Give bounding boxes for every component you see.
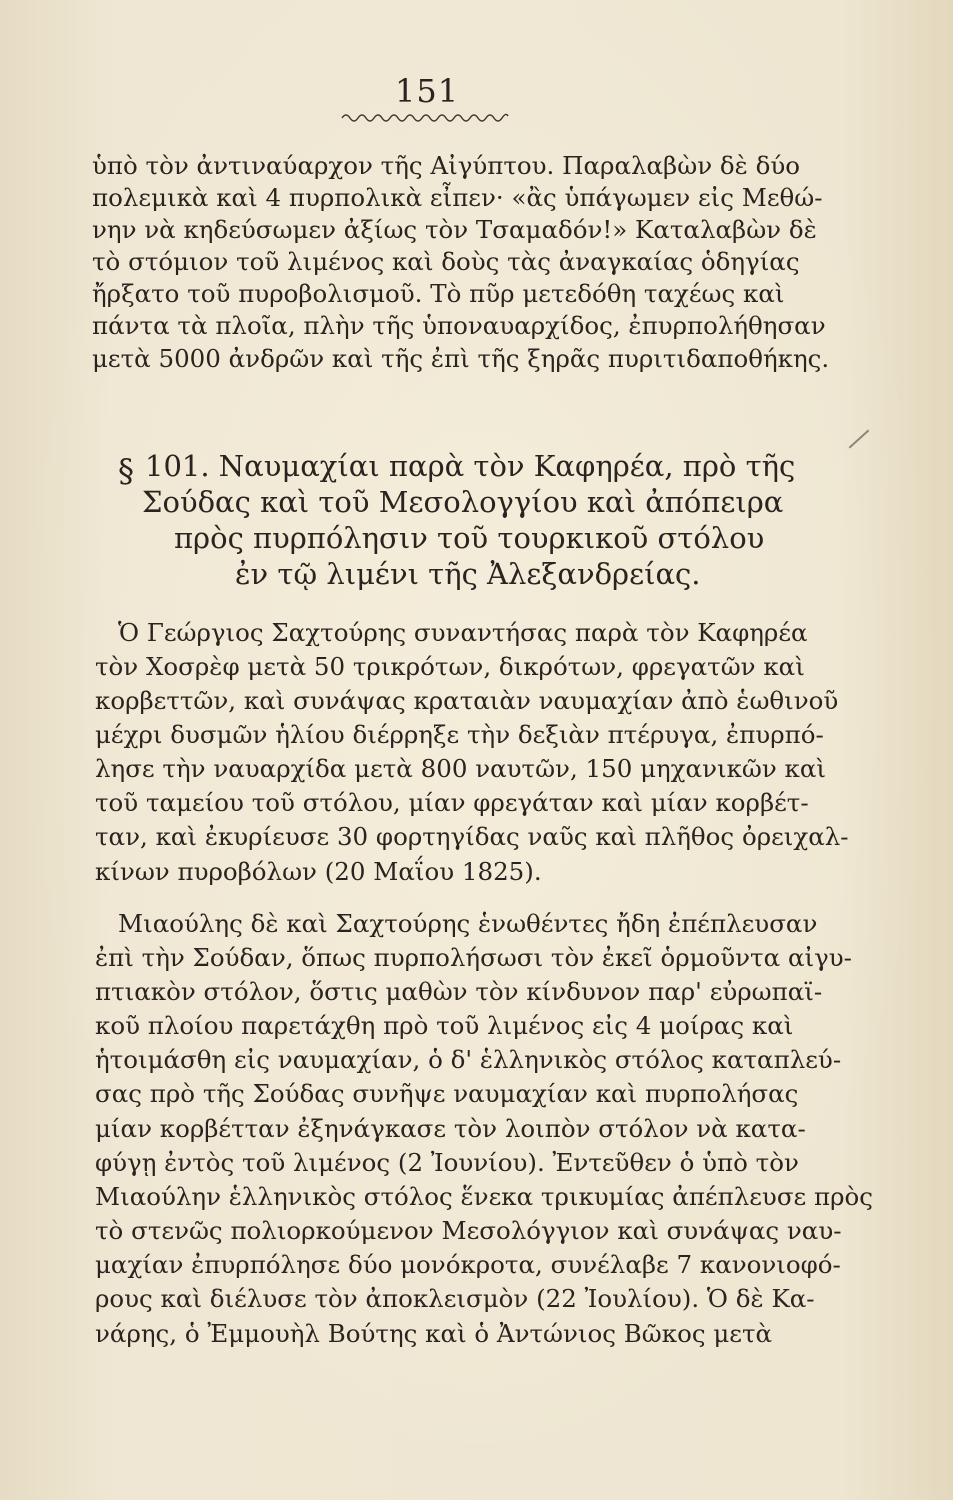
- heading-line: ἐν τῷ λιμένι τῆς Ἀλεξανδρείας.: [235, 557, 701, 591]
- heading-line: πρὸς πυρπόλησιν τοῦ τουρκικοῦ στόλου: [174, 521, 765, 555]
- heading-line: 101. Ναυμαχίαι παρὰ τὸν Καφηρέα, πρὸ τῆς: [145, 449, 796, 483]
- section-mark: §: [118, 452, 134, 490]
- wavy-ornament: [340, 108, 510, 124]
- text-line: φύγῃ ἐντὸς τοῦ λιμένος (2 Ἰουνίου). Ἐντεῦθεν ὁ ὑπὸ τὸν: [95, 1148, 799, 1177]
- text-line: τὸ στενῶς πολιορκούμενον Μεσολόγγιον καὶ συνάψας ναυ-: [95, 1216, 842, 1245]
- text-line: νην νὰ κηδεύσωμεν ἀξίως τὸν Τσαμαδόν!» Καταλαβὼν δὲ: [92, 215, 817, 244]
- text-line: ἐπὶ τὴν Σούδαν, ὅπως πυρπολήσωσι τὸν ἐκεῖ ὁρμοῦντα αἰγυ-: [95, 943, 852, 972]
- text-line: μετὰ 5000 ἀνδρῶν καὶ τῆς ἐπὶ τῆς ξηρᾶς πυριτιδαποθήκης.: [92, 344, 830, 373]
- text-line: πολεμικὰ καὶ 4 πυρπολικὰ εἶπεν· «ἂς ὑπάγωμεν εἰς Μεθώ-: [92, 183, 823, 212]
- text-line: ταν, καὶ ἐκυρίευσε 30 φορτηγίδας ναῦς καὶ πλῆθος ὀρειχαλ-: [95, 822, 849, 851]
- text-line: λησε τὴν ναυαρχίδα μετὰ 800 ναυτῶν, 150 μηχανικῶν καὶ: [95, 754, 827, 783]
- text-line: κοῦ πλοίου παρετάχθη πρὸ τοῦ λιμένος εἰς 4 μοίρας καὶ: [95, 1011, 794, 1040]
- text-line: Μιαούλην ἑλληνικὸς στόλος ἕνεκα τρικυμίας ἀπέπλευσε πρὸς: [95, 1182, 874, 1211]
- text-line: Μιαούλης δὲ καὶ Σαχτούρης ἑνωθέντες ἤδη ἐπέπλευσαν: [118, 909, 818, 938]
- text-line: κίνων πυροβόλων (20 Μαΐου 1825).: [95, 857, 542, 886]
- text-line: μέχρι δυσμῶν ἡλίου διέρρηξε τὴν δεξιὰν πτέρυγα, ἐπυρπό-: [95, 720, 824, 749]
- text-line: μίαν κορβέτταν ἐξηνάγκασε τὸν λοιπὸν στόλον νὰ κατα-: [95, 1114, 806, 1143]
- text-line: πάντα τὰ πλοῖα, πλὴν τῆς ὑποναυαρχίδος, ἐπυρπολήθησαν: [92, 311, 826, 340]
- margin-mark: [849, 430, 870, 449]
- text-line: μαχίαν ἐπυρπόλησε δύο μονόκροτα, συνέλαβε 7 κανονιοφό-: [95, 1250, 841, 1279]
- text-line: ρους καὶ διέλυσε τὸν ἀποκλεισμὸν (22 Ἰουλίου). Ὁ δὲ Κα-: [95, 1284, 815, 1313]
- text-line: ὑπὸ τὸν ἀντιναύαρχον τῆς Αἰγύπτου. Παραλαβὼν δὲ δύο: [92, 151, 800, 180]
- text-line: τοῦ ταμείου τοῦ στόλου, μίαν φρεγάταν καὶ μίαν κορβέτ-: [95, 788, 809, 817]
- text-line: κορβεττῶν, καὶ συνάψας κραταιὰν ναυμαχίαν ἀπὸ ἑωθινοῦ: [95, 686, 839, 715]
- text-line: τὸ στόμιον τοῦ λιμένος καὶ δοὺς τὰς ἀναγκαίας ὁδηγίας: [92, 247, 800, 276]
- text-line: νάρης, ὁ Ἐμμουὴλ Βούτης καὶ ὁ Ἀντώνιος Βῶκος μετὰ: [95, 1319, 773, 1348]
- text-line: ἤρξατο τοῦ πυροβολισμοῦ. Τὸ πῦρ μετεδόθη ταχέως καὶ: [92, 279, 785, 308]
- text-line: τὸν Χοσρὲφ μετὰ 50 τρικρότων, δικρότων, φρεγατῶν καὶ: [95, 652, 805, 681]
- page-number: 151: [395, 72, 460, 110]
- text-line: Ὁ Γεώργιος Σαχτούρης συναντήσας παρὰ τὸν Καφηρέα: [118, 618, 808, 647]
- heading-line: Σούδας καὶ τοῦ Μεσολογγίου καὶ ἀπόπειρα: [142, 485, 784, 519]
- text-line: σας πρὸ τῆς Σούδας συνῆψε ναυμαχίαν καὶ πυρπολήσας: [95, 1079, 799, 1108]
- text-line: ἡτοιμάσθη εἰς ναυμαχίαν, ὁ δ' ἑλληνικὸς στόλος καταπλεύ-: [95, 1045, 842, 1074]
- text-line: πτιακὸν στόλον, ὅστις μαθὼν τὸν κίνδυνον παρ' εὐρωπαϊ-: [95, 977, 823, 1006]
